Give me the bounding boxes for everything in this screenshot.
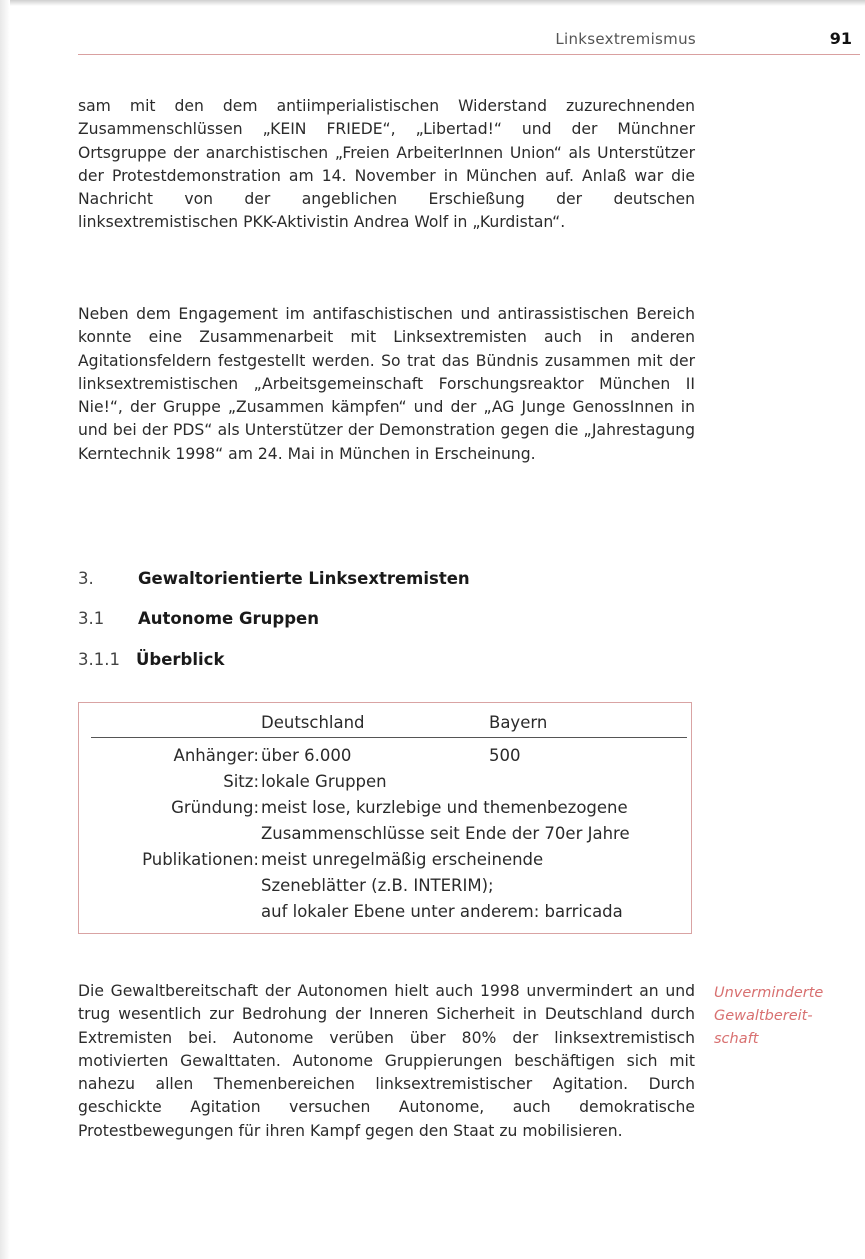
section-title: Autonome Gruppen — [138, 609, 319, 628]
section-number: 3.1.1 — [78, 650, 120, 669]
section-title: Gewaltorientierte Linksextremisten — [138, 569, 470, 588]
body-paragraph: Die Gewaltbereitschaft der Autonomen hielt auch 1998 unvermindert an und trug wesentlich zur Bedrohung der Inneren Sicherheit in Deutschland durch Extremisten bei. Autonome verüben über 80% der linksextremistisch motivierten Gewalttaten. Autonome Gruppierungen beschäftigen sich mit nahezu allen Themenbereichen linksextremistischer Agitation. Durch geschickte Agitation versuchen Autonome, auch demokratische Protestbewegungen für ihren Kampf gegen den Staat zu mobilisieren. — [78, 982, 695, 1140]
page-number: 91 — [829, 29, 852, 48]
page-gutter-shadow — [0, 0, 10, 1259]
fact-label: Sitz: — [223, 772, 259, 791]
section-number: 3. — [78, 569, 94, 588]
running-header — [78, 30, 860, 55]
column-header-bavaria: Bayern — [489, 713, 548, 732]
column-header-germany: Deutschland — [261, 713, 365, 732]
fact-value: auf lokaler Ebene unter anderem: barricada — [261, 902, 623, 921]
fact-box-header — [91, 703, 687, 738]
body-paragraph: sam mit den dem antiimperialistischen Widerstand zuzurechnenden Zusammenschlüssen „KEIN FRIEDE“, „Libertad!“ und der Münchner Ortsgruppe der anarchistischen „Freien ArbeiterInnen Union“ als Unterstützer der Protestdemonstration am 14. November in München auf. Anlaß war die Nachricht von der angeblichen Erschießung der deutschen linksextremistischen PKK-Aktivistin Andrea Wolf in „Kurdistan“. — [78, 97, 695, 232]
subsubsection-heading — [78, 650, 224, 669]
fact-value: Szeneblätter (z.B. INTERIM); — [261, 876, 494, 895]
subsection-heading — [78, 609, 319, 628]
section-title: Überblick — [136, 650, 225, 669]
fact-value-germany: über 6.000 — [261, 746, 352, 765]
fact-label: Gründung: — [171, 798, 259, 817]
section-heading — [78, 569, 470, 588]
section-number: 3.1 — [78, 609, 105, 628]
fact-value: Zusammenschlüsse seit Ende der 70er Jahre — [261, 824, 630, 843]
fact-label: Publikationen: — [142, 850, 259, 869]
running-title: Linksextremismus — [555, 30, 696, 48]
fact-value: meist lose, kurzlebige und themenbezogene — [261, 798, 628, 817]
margin-note-line: Unverminderte — [714, 985, 824, 1001]
page-edge-shadow — [0, 0, 865, 6]
fact-value-bavaria: 500 — [489, 746, 521, 765]
fact-box — [78, 702, 692, 934]
fact-label: Anhänger: — [173, 746, 259, 765]
margin-note-line: Gewaltbereit- — [714, 1008, 813, 1024]
fact-value: meist unregelmäßig erscheinende — [261, 850, 544, 869]
body-paragraph: Neben dem Engagement im antifaschistischen und antirassistischen Bereich konnte eine Zusammenarbeit mit Linksextremisten auch in anderen Agitationsfeldern festgestellt werden. So trat das Bündnis zusammen mit der linksextremistischen „Arbeitsgemeinschaft Forschungsreaktor München II Nie!“, der Gruppe „Zusammen kämpfen“ und der „AG Junge GenossInnen in und bei der PDS“ als Unterstützer der Demonstration gegen die „Jahrestagung Kerntechnik 1998“ am 24. Mai in München in Erscheinung. — [78, 305, 695, 463]
margin-note-line: schaft — [714, 1031, 759, 1047]
margin-note — [714, 982, 854, 1051]
fact-value: lokale Gruppen — [261, 772, 387, 791]
